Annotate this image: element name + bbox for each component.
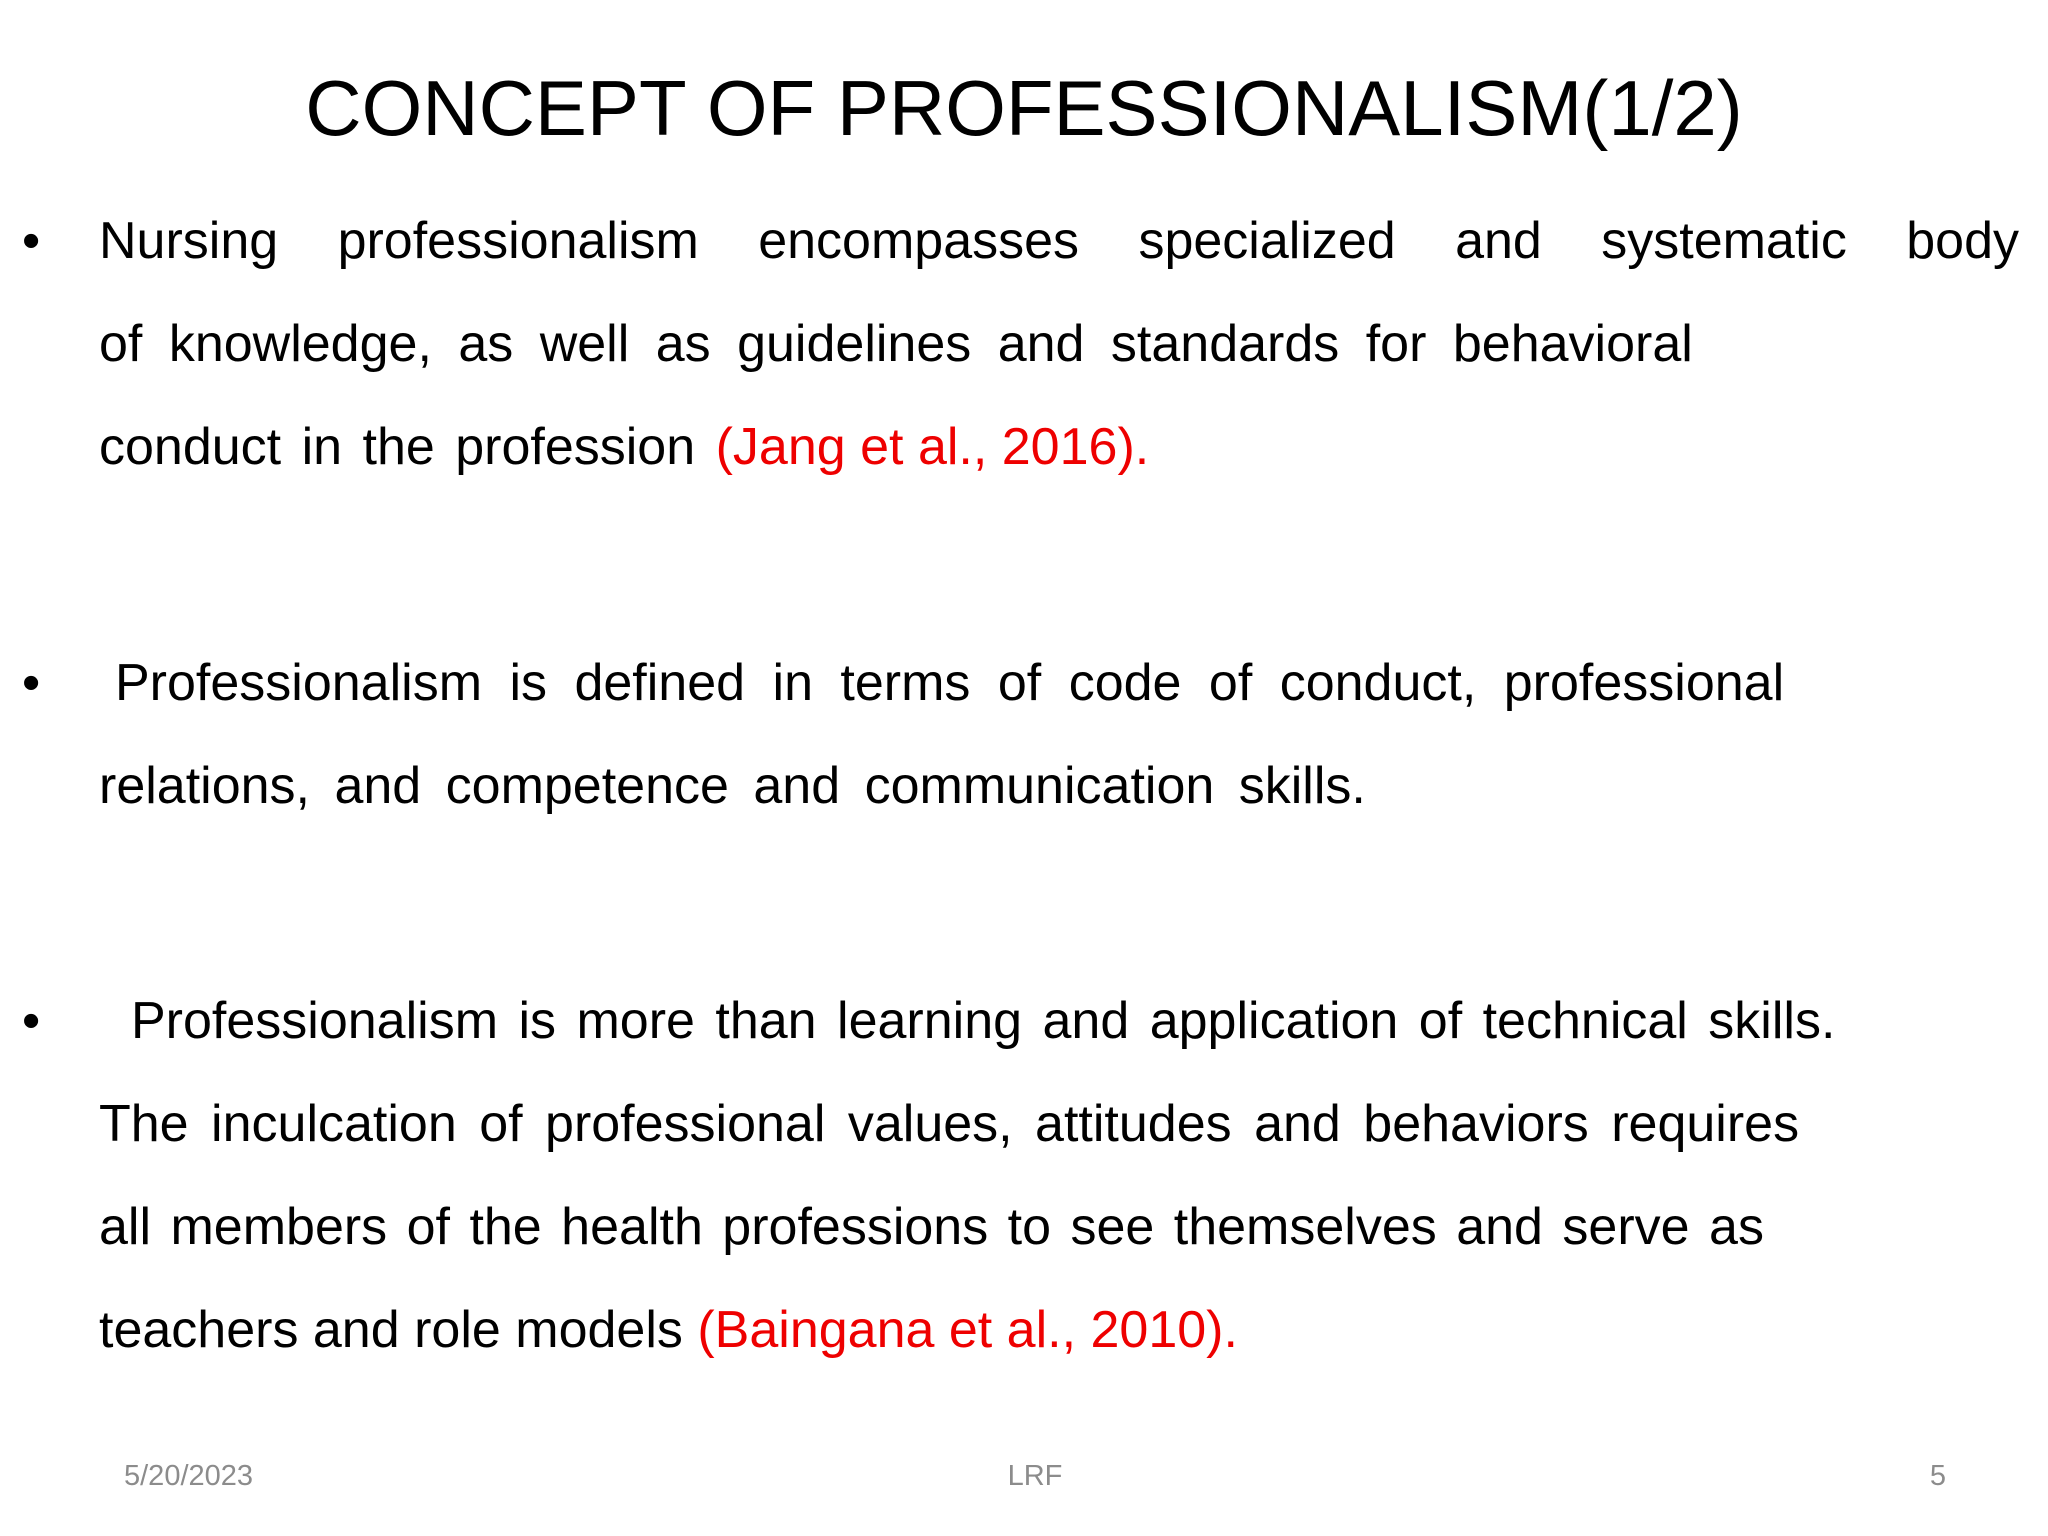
bullet-1-citation: (Jang et al., 2016). — [715, 418, 1150, 476]
bullet-3-line-4 — [99, 1279, 1238, 1382]
bullet-dot-icon: • — [22, 212, 41, 270]
bullet-dot-icon: • — [22, 992, 41, 1050]
slide-title: CONCEPT OF PROFESSIONALISM(1/2) — [305, 64, 1743, 152]
bullet-3-line-4-text: teachers and role models — [99, 1301, 683, 1359]
bullet-1-line-3-text: conduct in the profession — [99, 418, 696, 476]
bullet-3-line-3: all members of the health professions to see themselves and serve as — [99, 1198, 1764, 1256]
footer-center-text: LRF — [1007, 1460, 1063, 1492]
bullet-3-citation: (Baingana et al., 2010). — [697, 1301, 1238, 1359]
bullet-2-line-2: relations, and competence and communication skills. — [99, 757, 1366, 815]
bullet-1-line-3 — [99, 396, 1149, 499]
footer-page-number: 5 — [1929, 1460, 1946, 1492]
bullet-2-line-1: Professionalism is defined in terms of code of conduct, professional — [115, 654, 1785, 712]
bullet-3-line-1: Professionalism is more than learning and application of technical skills. — [131, 992, 1836, 1050]
bullet-dot-icon: • — [22, 654, 41, 712]
bullet-1-line-1: Nursing professionalism encompasses specialized and systematic body — [99, 212, 2019, 270]
bullet-3-line-2: The inculcation of professional values, attitudes and behaviors requires — [99, 1095, 1800, 1153]
bullet-1-line-2: of knowledge, as well as guidelines and standards for behavioral — [99, 315, 1693, 373]
footer-date: 5/20/2023 — [124, 1460, 254, 1492]
